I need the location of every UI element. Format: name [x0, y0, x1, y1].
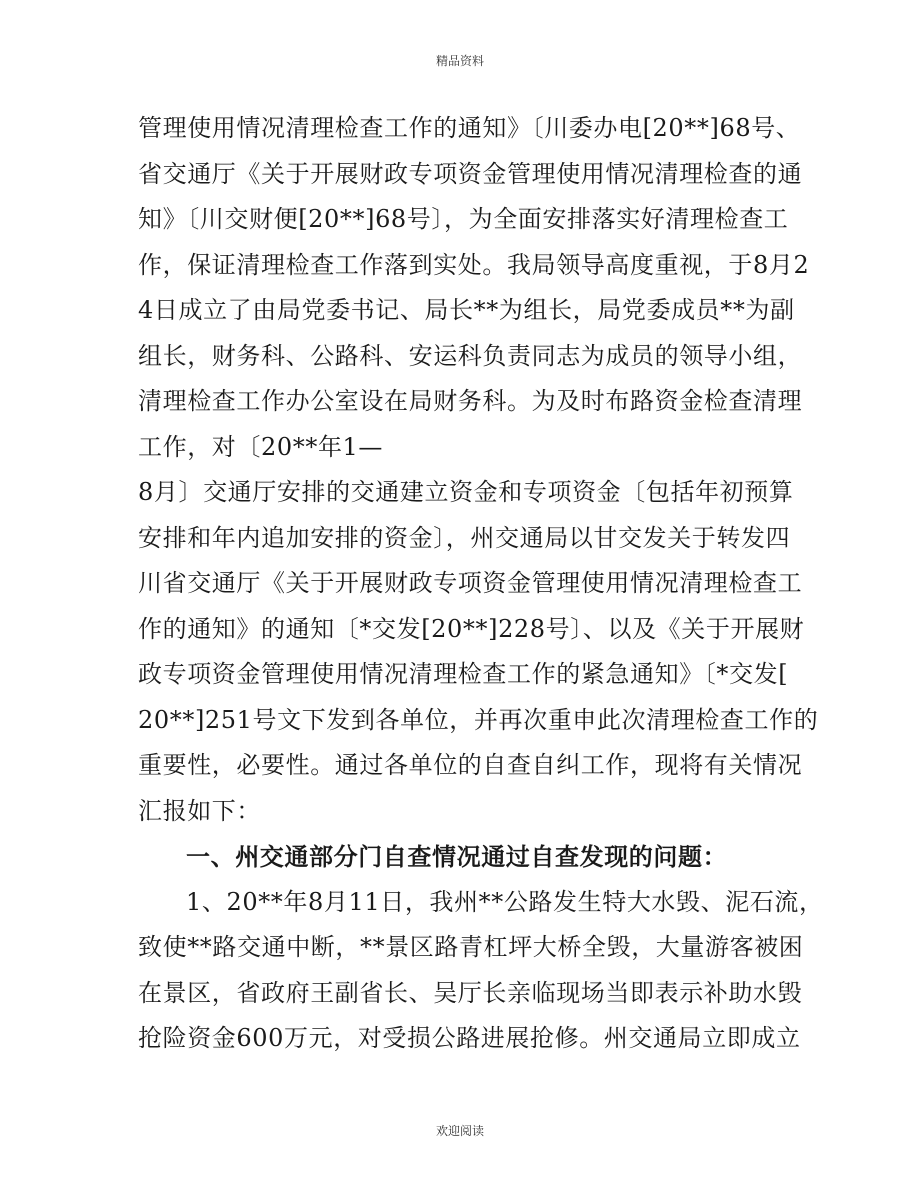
text-line: 川省交通厅《关于开展财政专项资金管理使用情况清理检查工 — [138, 569, 803, 597]
text-line: 作的通知》的通知〔*交发[20**]228号〕、以及《关于开展财 — [138, 614, 805, 643]
text-line: 4日成立了由局党委书记、局长**为组长，局党委成员**为副 — [138, 296, 795, 324]
page-footer: 欢迎阅读 — [435, 1124, 484, 1138]
text-line: 致使**路交通中断，**景区路青杠坪大桥全毁，大量游客被困 — [138, 933, 804, 961]
text-line: 抢险资金600万元，对受损公路进展抢修。州交通局立即成立 — [138, 1024, 801, 1052]
paragraph-first-line: 1、20**年8月11日，我州**公路发生特大水毁、泥石流， — [186, 887, 824, 916]
text-line: 组长，财务科、公路科、安运科负责同志为成员的领导小组， — [138, 341, 803, 370]
text-line: 管理使用情况清理检查工作的通知》〔川委办电[20**]68号、 — [138, 114, 801, 142]
text-line: 知》〔川交财便[20**]68号〕，为全面安排落实好清理检查工 — [138, 205, 789, 233]
text-line: 20**]251号文下发到各单位，并再次重申此次清理检查工作的 — [138, 705, 819, 734]
text-line: 工作，对〔20**年1— — [138, 432, 384, 461]
text-line: 8月〕交通厅安排的交通建立资金和专项资金〔包括年初预算 — [138, 478, 794, 506]
page-header: 精品资料 — [435, 54, 484, 68]
section-heading: 一、州交通部分门自查情况通过自查发现的问题： — [186, 842, 728, 871]
text-line: 省交通厅《关于开展财政专项资金管理使用情况清理检查的通 — [138, 159, 803, 188]
text-line: 重要性，必要性。通过各单位的自查自纠工作，现将有关情况 — [138, 751, 803, 779]
text-line: 作，保证清理检查工作落到实处。我局领导高度重视，于8月2 — [138, 250, 810, 279]
text-line: 汇报如下： — [138, 796, 261, 825]
document-body — [138, 106, 824, 1062]
text-line: 清理检查工作办公室设在局财务科。为及时布路资金检查清理 — [138, 387, 803, 415]
text-line: 政专项资金管理使用情况清理检查工作的紧急通知》〔*交发[ — [138, 660, 789, 688]
text-line: 安排和年内追加安排的资金〕，州交通局以甘交发关于转发四 — [138, 523, 791, 552]
text-line: 在景区，省政府王副省长、吴厅长亲临现场当即表示补助水毁 — [138, 978, 803, 1007]
